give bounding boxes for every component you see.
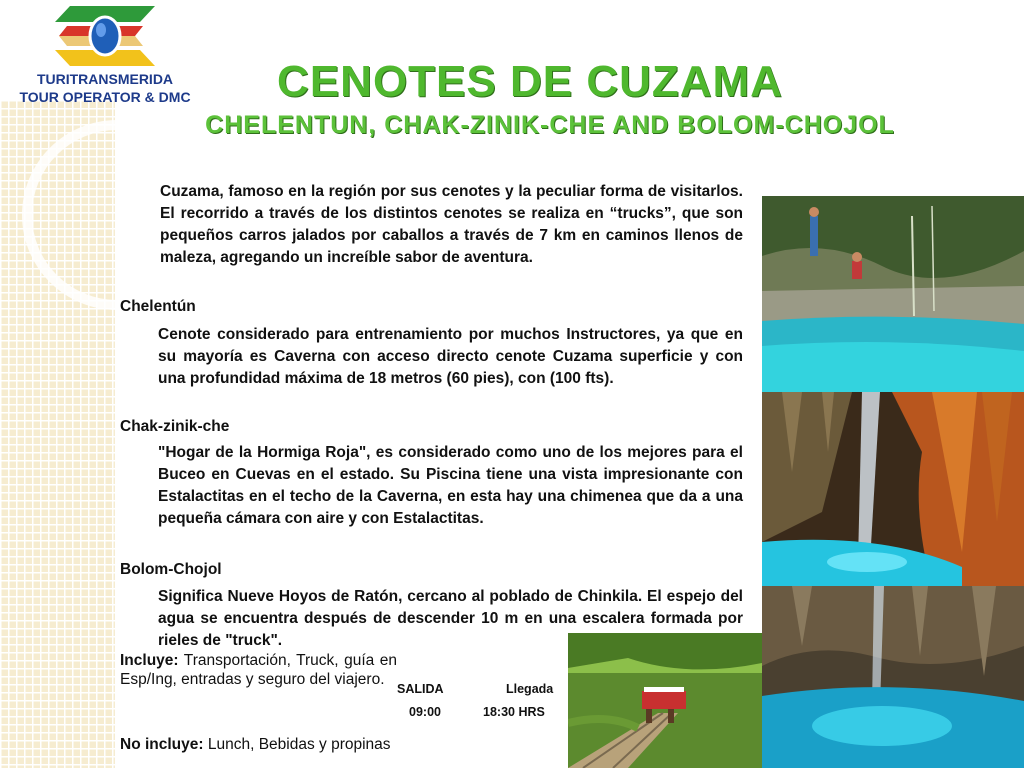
page-title: CENOTES DE CUZAMA	[277, 57, 783, 106]
arrival-time: 18:30 HRS	[483, 705, 545, 719]
section-text-chelentun: Cenote considerado para entrenamiento por muchos Instructores, ya que en su mayoría es Caverna con acceso directo cenote Cuzama superficie y con una profundidad máxima de 18 metros (60 pies), con (100 fts).	[158, 326, 743, 387]
excludes-text: Lunch, Bebidas y propinas	[207, 736, 391, 753]
section-heading-bolom-chojol: Bolom-Chojol	[120, 561, 222, 578]
departure-label: SALIDA	[397, 682, 444, 696]
section-heading-chelentun: Chelentún	[120, 298, 196, 315]
arrival-label: Llegada	[506, 682, 554, 696]
logo-company-name: TURITRANSMERIDA	[36, 71, 174, 87]
photo-cenote-bolom-chojol	[762, 586, 1024, 768]
includes-text: Transportación, Truck, guía en Esp/Ing, entradas y seguro del viajero.	[120, 652, 397, 688]
photo-horse-truck	[568, 633, 762, 768]
excludes-label: No incluye:	[120, 736, 204, 753]
logo-tagline: TOUR OPERATOR & DMC	[19, 89, 191, 105]
page-subtitle: CHELENTUN, CHAK-ZINIK-CHE AND BOLOM-CHOJOL	[205, 111, 895, 139]
photo-cenote-chak-zinik-che	[762, 392, 1024, 586]
intro-paragraph: Cuzama, famoso en la región por sus cenotes y la peculiar forma de visitarlos. El recorrido a través de los distintos cenotes se realiza en “trucks”, que son pequeños carros jalados por caballos a través de 7 km en caminos llenos de maleza, agregando un increíble sabor de aventura.	[160, 183, 743, 266]
section-text-chak-zinik-che: "Hogar de la Hormiga Roja", es considerado como uno de los mejores para el Buceo en Cuevas en el estado. Su Piscina tiene una vista impresionante con Estalactitas en el techo de la Caverna, en esta hay una chimenea que da a una pequeña cámara con aire y con Estalactitas.	[158, 444, 743, 527]
includes-label: Incluye:	[120, 652, 179, 669]
excludes-block	[120, 735, 397, 754]
company-logo	[10, 2, 200, 106]
includes-block	[120, 651, 397, 689]
logo-emblem-icon	[45, 2, 165, 70]
section-heading-chak-zinik-che: Chak-zinik-che	[120, 418, 230, 435]
section-text-bolom-chojol: Significa Nueve Hoyos de Ratón, cercano al poblado de Chinkila. El espejo del agua se encuentra después de descender 10 m en una escalera formada por rieles de "truck".	[158, 588, 743, 649]
photo-cenote-chelentun	[762, 196, 1024, 392]
departure-time: 09:00	[409, 705, 441, 719]
